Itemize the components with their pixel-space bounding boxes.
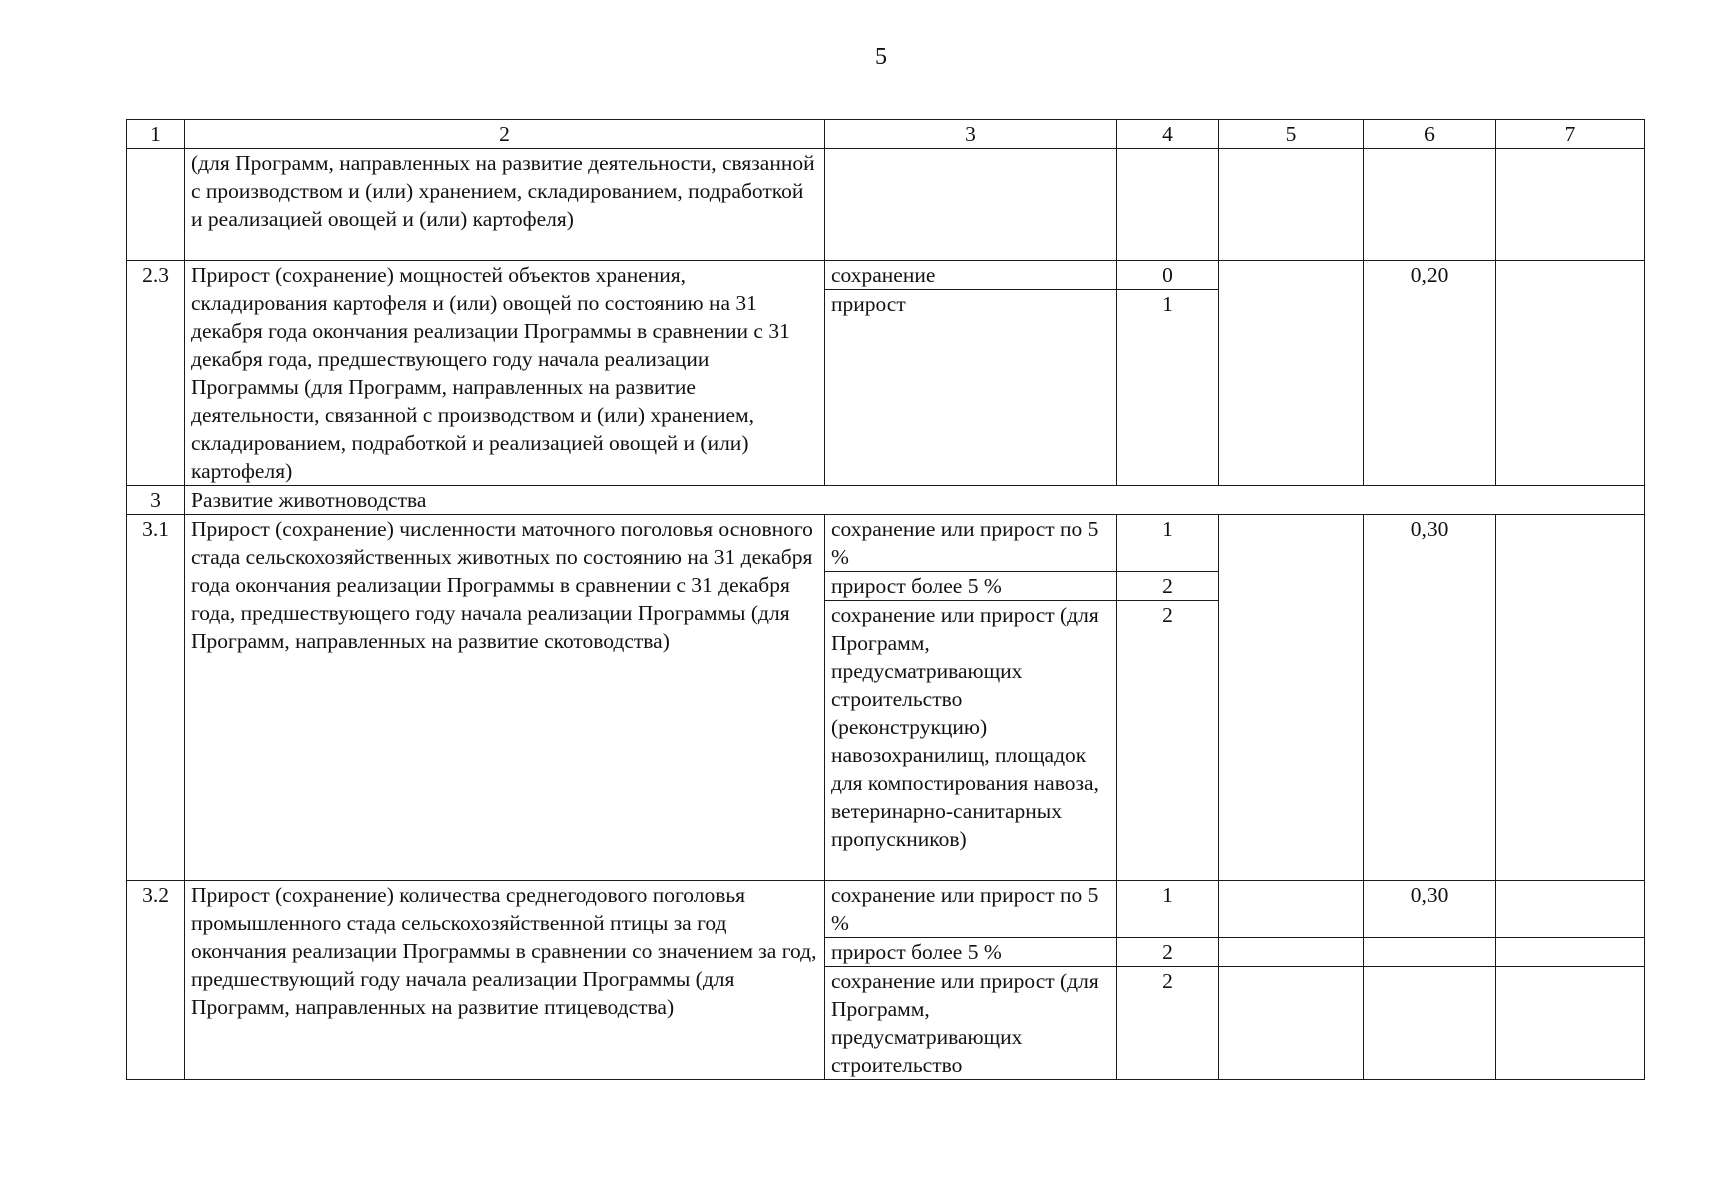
empty-cell: [1496, 967, 1645, 1080]
criterion-label: сохранение или прирост (для Программ, предусматривающих строительство (реконструкцию) навозохранилищ, площадок для компостирования навоза, ветеринарно-санитарных пропускников): [825, 601, 1117, 881]
criterion-score: 1: [1117, 290, 1219, 486]
empty-cell: [1496, 261, 1645, 486]
criteria-table: [126, 119, 1645, 1080]
table-row: [127, 881, 1645, 938]
header-cell: 7: [1496, 120, 1645, 149]
weight-cell: [1364, 149, 1496, 261]
criterion-label: сохранение или прирост (для Программ, предусматривающих строительство: [825, 967, 1117, 1080]
criterion-score: 0: [1117, 261, 1219, 290]
criterion-label: прирост более 5 %: [825, 938, 1117, 967]
weight-value: 0,20: [1364, 261, 1496, 486]
weight-value: 0,30: [1364, 881, 1496, 938]
criterion-score: 2: [1117, 601, 1219, 881]
criteria-cell: [825, 149, 1117, 261]
empty-cell: [1364, 938, 1496, 967]
empty-cell: [1364, 967, 1496, 1080]
empty-cell: [1496, 149, 1645, 261]
header-cell: 6: [1364, 120, 1496, 149]
empty-cell: [1219, 149, 1364, 261]
table-row: [127, 149, 1645, 261]
row-number-cell: [127, 149, 185, 261]
criterion-label: сохранение или прирост по 5 %: [825, 881, 1117, 938]
criterion-label: прирост: [825, 290, 1117, 486]
criterion-label: прирост более 5 %: [825, 572, 1117, 601]
score-cell: [1117, 149, 1219, 261]
criterion-score: 2: [1117, 938, 1219, 967]
table-row: [127, 515, 1645, 572]
header-cell: 1: [127, 120, 185, 149]
criterion-label: сохранение: [825, 261, 1117, 290]
empty-cell: [1219, 261, 1364, 486]
row-number: 2.3: [127, 261, 185, 486]
table-row: [127, 261, 1645, 290]
empty-cell: [1219, 967, 1364, 1080]
row-number: 3.1: [127, 515, 185, 881]
section-row: [127, 486, 1645, 515]
section-number: 3: [127, 486, 185, 515]
row-number: 3.2: [127, 881, 185, 1080]
table-header-row: [127, 120, 1645, 149]
header-cell: 3: [825, 120, 1117, 149]
empty-cell: [1496, 938, 1645, 967]
empty-cell: [1496, 515, 1645, 881]
header-cell: 5: [1219, 120, 1364, 149]
criterion-score: 2: [1117, 572, 1219, 601]
criterion-score: 2: [1117, 967, 1219, 1080]
weight-value: 0,30: [1364, 515, 1496, 881]
criterion-label: сохранение или прирост по 5 %: [825, 515, 1117, 572]
empty-cell: [1496, 881, 1645, 938]
empty-cell: [1219, 938, 1364, 967]
criterion-score: 1: [1117, 515, 1219, 572]
empty-cell: [1219, 881, 1364, 938]
indicator-text: Прирост (сохранение) численности маточного поголовья основного стада сельскохозяйственных животных по состоянию на 31 декабря года окончания реализации Программы в сравнении с 31 декабря года, предшествующего году начала реализации Программы (для Программ, направленных на развитие скотоводства): [185, 515, 825, 881]
header-cell: 4: [1117, 120, 1219, 149]
section-title: Развитие животноводства: [185, 486, 1645, 515]
indicator-text: Прирост (сохранение) количества среднегодового поголовья промышленного стада сельскохозяйственной птицы за год окончания реализации Программы в сравнении со значением за год, предшествующий году начала реализации Программы (для Программ, направленных на развитие птицеводства): [185, 881, 825, 1080]
header-cell: 2: [185, 120, 825, 149]
indicator-cell: (для Программ, направленных на развитие деятельности, связанной с производством и (или) хранением, складированием, подработкой и реализацией овощей и (или) картофеля): [185, 149, 825, 261]
empty-cell: [1219, 515, 1364, 881]
indicator-text: Прирост (сохранение) мощностей объектов хранения, складирования картофеля и (или) овощей по состоянию на 31 декабря года окончания реализации Программы в сравнении с 31 декабря года, предшествующего году начала реализации Программы (для Программ, направленных на развитие деятельности, связанной с производством и (или) хранением, складированием, подработкой и реализацией овощей и (или) картофеля): [185, 261, 825, 486]
page-number: 5: [875, 44, 887, 70]
criterion-score: 1: [1117, 881, 1219, 938]
